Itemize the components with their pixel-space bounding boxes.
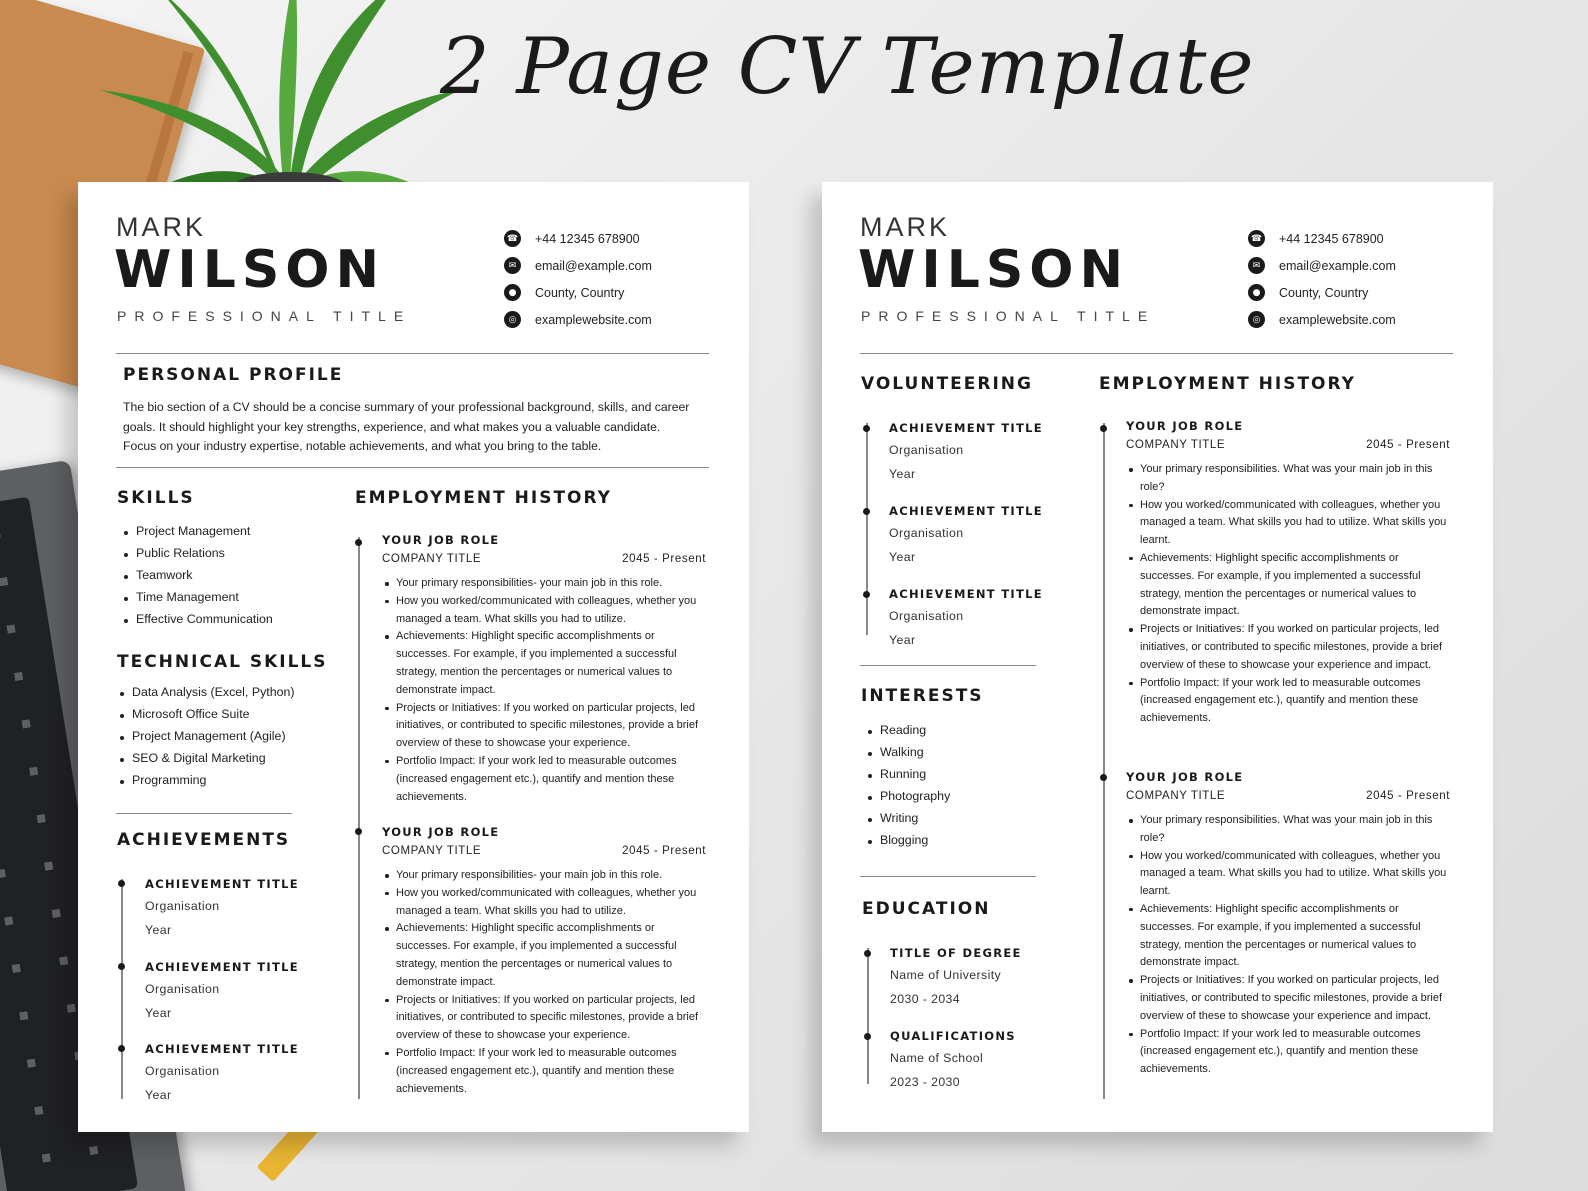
job-entry <box>382 825 706 1098</box>
volunteering-heading: VOLUNTEERING <box>861 374 1033 394</box>
list-item: Achievements: Highlight specific accomplishments or successes. For example, if you implemented a successful strategy, mention the percentages or numerical values to demonstrate impact. <box>1126 901 1450 972</box>
job-company: COMPANY TITLE <box>382 845 482 857</box>
technical-skills-list <box>114 685 295 795</box>
list-item: How you worked/communicated with colleagues, whether you managed a team. What skills you had to utilize. What skills you learnt. <box>1126 497 1450 550</box>
skills-heading: SKILLS <box>117 488 195 508</box>
education-heading: EDUCATION <box>862 899 991 919</box>
list-item: Achievements: Highlight specific accomplishments or successes. For example, if you implemented a successful strategy, mention the percentages or numerical values to demonstrate impact. <box>1126 550 1450 621</box>
location-icon: ● <box>1248 284 1265 301</box>
list-item: Writing <box>862 811 950 833</box>
volunteering-org: Organisation <box>889 609 964 623</box>
profile-heading: PERSONAL PROFILE <box>123 365 344 385</box>
list-item: Your primary responsibilities. What was your main job in this role? <box>1126 812 1450 848</box>
timeline-dot <box>863 508 870 515</box>
degree-title: TITLE OF DEGREE <box>890 946 1022 960</box>
achievement-year: Year <box>145 1088 172 1102</box>
cv-page-1 <box>78 182 749 1132</box>
list-item: Your primary responsibilities. What was your main job in this role? <box>1126 461 1450 497</box>
interests-heading: INTERESTS <box>861 686 984 706</box>
achievement-org: Organisation <box>145 982 220 996</box>
email-text: email@example.com <box>535 258 652 273</box>
timeline-dot <box>1100 425 1107 432</box>
job-bullets <box>1126 461 1450 728</box>
list-item: Achievements: Highlight specific accomplishments or successes. For example, if you implemented a successful strategy, mention the percentages or numerical values to demonstrate impact. <box>382 920 706 991</box>
achievement-year: Year <box>145 923 172 937</box>
list-item: Projects or Initiatives: If you worked on particular projects, led initiatives, or contributed to specific milestones, provide a brief overview of these to showcase your experience. <box>382 700 706 753</box>
email-icon: ✉ <box>1248 257 1265 274</box>
job-bullets <box>1126 812 1450 1079</box>
list-item: Blogging <box>862 833 950 855</box>
professional-title: PROFESSIONAL TITLE <box>861 308 1156 324</box>
timeline-dot <box>118 1045 125 1052</box>
job-entry <box>382 533 706 806</box>
location-text: County, Country <box>535 285 625 300</box>
list-item: Your primary responsibilities- your main job in this role. <box>382 575 706 593</box>
job-role: YOUR JOB ROLE <box>1126 419 1244 433</box>
achievement-entry <box>145 877 299 937</box>
achievement-title: ACHIEVEMENT TITLE <box>145 960 299 974</box>
list-item: Portfolio Impact: If your work led to measurable outcomes (increased engagement etc.), quantify and mention these achievements. <box>1126 675 1450 728</box>
job-dates: 2045 - Present <box>622 845 706 857</box>
divider <box>860 665 1036 666</box>
achievement-org: Organisation <box>145 1064 220 1078</box>
technical-skills-heading: TECHNICAL SKILLS <box>117 652 328 672</box>
timeline-dot <box>863 425 870 432</box>
job-role: YOUR JOB ROLE <box>382 533 500 547</box>
list-item: Microsoft Office Suite <box>114 707 295 729</box>
website-text: examplewebsite.com <box>1279 312 1396 327</box>
list-item: Time Management <box>118 590 273 612</box>
list-item: Teamwork <box>118 568 273 590</box>
phone-text: +44 12345 678900 <box>535 231 640 246</box>
achievement-entry <box>145 960 299 1020</box>
divider <box>860 353 1453 354</box>
website-text: examplewebsite.com <box>535 312 652 327</box>
job-role: YOUR JOB ROLE <box>382 825 500 839</box>
list-item: How you worked/communicated with colleagues, whether you managed a team. What skills you had to utilize. <box>382 593 706 629</box>
employment-timeline <box>1103 423 1105 1099</box>
volunteering-org: Organisation <box>889 526 964 540</box>
employment-heading: EMPLOYMENT HISTORY <box>355 488 612 508</box>
volunteering-year: Year <box>889 467 916 481</box>
education-timeline <box>867 948 869 1084</box>
last-name: WILSON <box>114 240 386 300</box>
globe-icon: ◎ <box>1248 311 1265 328</box>
education-years: 2023 - 2030 <box>890 1075 961 1089</box>
list-item: Portfolio Impact: If your work led to measurable outcomes (increased engagement etc.), quantify and mention these achievements. <box>382 753 706 806</box>
employment-heading: EMPLOYMENT HISTORY <box>1099 374 1356 394</box>
location-text: County, Country <box>1279 285 1369 300</box>
volunteering-org: Organisation <box>889 443 964 457</box>
list-item: SEO & Digital Marketing <box>114 751 295 773</box>
timeline-dot <box>355 539 362 546</box>
cv-page-2 <box>822 182 1493 1132</box>
education-years: 2030 - 2034 <box>890 992 961 1006</box>
achievement-year: Year <box>145 1006 172 1020</box>
achievements-heading: ACHIEVEMENTS <box>117 830 291 850</box>
last-name: WILSON <box>858 240 1130 300</box>
first-name: MARK <box>116 212 207 242</box>
timeline-dot <box>118 880 125 887</box>
list-item: Projects or Initiatives: If you worked on particular projects, led initiatives, or contributed to specific milestones, provide a brief overview of these to showcase your experience. <box>382 992 706 1045</box>
contact-phone <box>1248 225 1396 252</box>
list-item: Projects or Initiatives: If you worked on particular projects, led initiatives, or contributed to specific milestones, provide a brief overview of these to showcase your experience and impact. <box>1126 621 1450 674</box>
list-item: Reading <box>862 723 950 745</box>
job-company-row <box>1126 439 1450 451</box>
location-icon: ● <box>504 284 521 301</box>
achievement-title: ACHIEVEMENT TITLE <box>145 877 299 891</box>
volunteering-title: ACHIEVEMENT TITLE <box>889 587 1043 601</box>
email-icon: ✉ <box>504 257 521 274</box>
volunteering-timeline <box>866 423 868 635</box>
divider <box>116 353 709 354</box>
school-name: Name of School <box>890 1051 984 1065</box>
achievements-timeline <box>121 879 123 1099</box>
volunteering-title: ACHIEVEMENT TITLE <box>889 504 1043 518</box>
list-item: Running <box>862 767 950 789</box>
list-item: Project Management (Agile) <box>114 729 295 751</box>
list-item: Achievements: Highlight specific accomplishments or successes. For example, if you implemented a successful strategy, mention the percentages or numerical values to demonstrate impact. <box>382 628 706 699</box>
education-entry <box>890 1029 1016 1089</box>
job-dates: 2045 - Present <box>1366 790 1450 802</box>
contact-website <box>504 306 652 333</box>
job-role: YOUR JOB ROLE <box>1126 770 1244 784</box>
contact-list <box>1248 225 1396 333</box>
contact-location <box>1248 279 1396 306</box>
list-item: Public Relations <box>118 546 273 568</box>
timeline-dot <box>355 828 362 835</box>
profile-text: The bio section of a CV should be a concise summary of your professional background, skills, and career goals. It should highlight your key strengths, experience, and what makes you a valuable candidate. Focus on your industry expertise, notable achievements, and what you bring to the table. <box>123 400 690 453</box>
volunteering-entry <box>889 504 1043 564</box>
professional-title: PROFESSIONAL TITLE <box>117 308 412 324</box>
job-entry <box>1126 770 1450 1079</box>
list-item: Your primary responsibilities- your main job in this role. <box>382 867 706 885</box>
contact-website <box>1248 306 1396 333</box>
timeline-dot <box>864 1033 871 1040</box>
contact-phone <box>504 225 652 252</box>
volunteering-year: Year <box>889 550 916 564</box>
divider <box>860 876 1036 877</box>
university-name: Name of University <box>890 968 1002 982</box>
list-item: How you worked/communicated with colleagues, whether you managed a team. What skills you had to utilize. <box>382 885 706 921</box>
job-company-row <box>382 553 706 565</box>
headline-title: 2 Page CV Template <box>440 22 1255 112</box>
contact-email <box>1248 252 1396 279</box>
list-item: Photography <box>862 789 950 811</box>
volunteering-entry <box>889 421 1043 481</box>
list-item: Programming <box>114 773 295 795</box>
phone-text: +44 12345 678900 <box>1279 231 1384 246</box>
volunteering-title: ACHIEVEMENT TITLE <box>889 421 1043 435</box>
achievement-org: Organisation <box>145 899 220 913</box>
timeline-dot <box>863 591 870 598</box>
plant-prop <box>100 0 460 210</box>
job-company: COMPANY TITLE <box>1126 439 1226 451</box>
list-item: Walking <box>862 745 950 767</box>
job-company: COMPANY TITLE <box>1126 790 1226 802</box>
timeline-dot <box>864 950 871 957</box>
list-item: Portfolio Impact: If your work led to measurable outcomes (increased engagement etc.), quantify and mention these achievements. <box>382 1045 706 1098</box>
contact-email <box>504 252 652 279</box>
phone-icon: ☎ <box>504 230 521 247</box>
list-item: Data Analysis (Excel, Python) <box>114 685 295 707</box>
interests-list <box>862 723 950 855</box>
list-item: Portfolio Impact: If your work led to measurable outcomes (increased engagement etc.), quantify and mention these achievements. <box>1126 1026 1450 1079</box>
contact-list <box>504 225 652 333</box>
job-bullets <box>382 867 706 1098</box>
list-item: Projects or Initiatives: If you worked on particular projects, led initiatives, or contributed to specific milestones, provide a brief overview of these to showcase your experience and impact. <box>1126 972 1450 1025</box>
timeline-dot <box>118 963 125 970</box>
divider <box>116 467 709 468</box>
job-dates: 2045 - Present <box>1366 439 1450 451</box>
divider <box>116 813 292 814</box>
achievement-title: ACHIEVEMENT TITLE <box>145 1042 299 1056</box>
timeline-dot <box>1100 774 1107 781</box>
phone-icon: ☎ <box>1248 230 1265 247</box>
contact-location <box>504 279 652 306</box>
job-company: COMPANY TITLE <box>382 553 482 565</box>
list-item: How you worked/communicated with colleagues, whether you managed a team. What skills you had to utilize. What skills you learnt. <box>1126 848 1450 901</box>
volunteering-year: Year <box>889 633 916 647</box>
list-item: Effective Communication <box>118 612 273 634</box>
list-item: Project Management <box>118 524 273 546</box>
email-text: email@example.com <box>1279 258 1396 273</box>
employment-timeline <box>358 537 360 1099</box>
qualification-title: QUALIFICATIONS <box>890 1029 1016 1043</box>
skills-list <box>118 524 273 634</box>
volunteering-entry <box>889 587 1043 647</box>
job-dates: 2045 - Present <box>622 553 706 565</box>
job-entry <box>1126 419 1450 728</box>
job-company-row <box>1126 790 1450 802</box>
job-bullets <box>382 575 706 806</box>
globe-icon: ◎ <box>504 311 521 328</box>
job-company-row <box>382 845 706 857</box>
achievement-entry <box>145 1042 299 1102</box>
education-entry <box>890 946 1022 1006</box>
first-name: MARK <box>860 212 951 242</box>
